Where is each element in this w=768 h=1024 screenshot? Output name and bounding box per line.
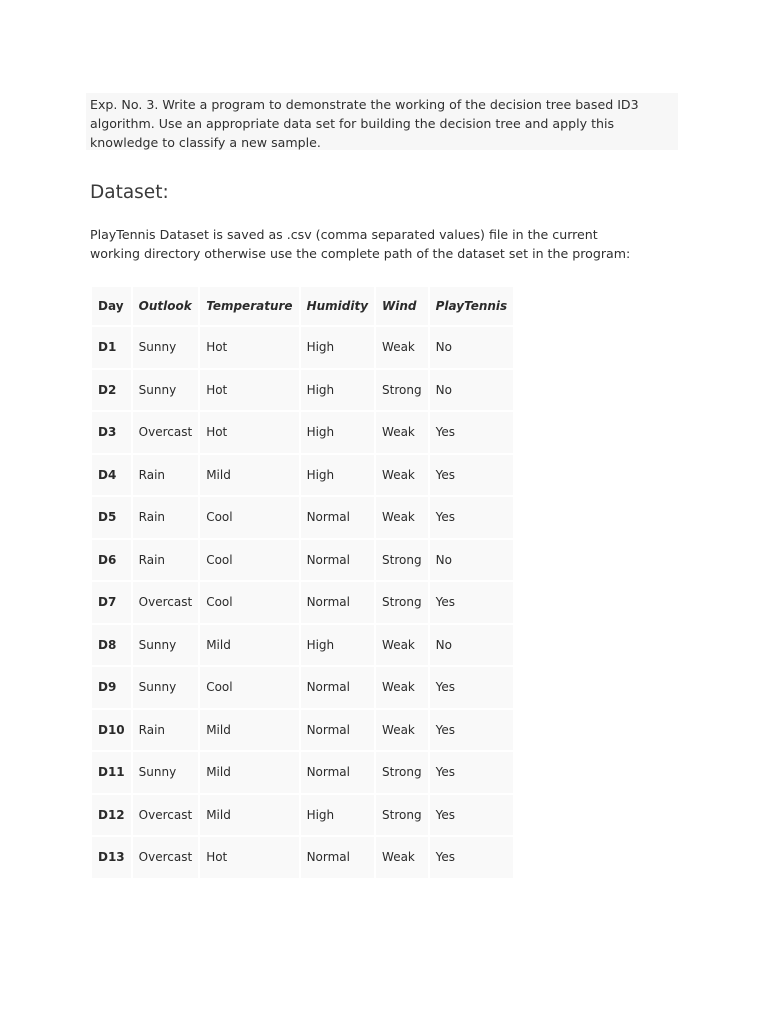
cell-humidity: High <box>301 412 374 453</box>
cell-day: D13 <box>92 837 131 878</box>
cell-outlook: Sunny <box>133 752 199 793</box>
table-row <box>92 327 513 368</box>
experiment-intro-paragraph: Exp. No. 3. Write a program to demonstrate the working of the decision tree based ID3 algorithm. Use an appropriate data set for building the decision tree and apply this knowledge to classify a new sample. <box>86 93 678 150</box>
header-day: Day <box>92 287 131 325</box>
cell-temperature: Mild <box>200 455 298 496</box>
cell-wind: Weak <box>376 412 428 453</box>
cell-temperature: Hot <box>200 327 298 368</box>
cell-humidity: High <box>301 370 374 411</box>
cell-playtennis: Yes <box>430 582 514 623</box>
table-row <box>92 540 513 581</box>
cell-temperature: Mild <box>200 625 298 666</box>
cell-humidity: High <box>301 455 374 496</box>
playtennis-table <box>90 285 515 880</box>
cell-temperature: Mild <box>200 710 298 751</box>
cell-wind: Weak <box>376 625 428 666</box>
cell-playtennis: Yes <box>430 667 514 708</box>
cell-day: D5 <box>92 497 131 538</box>
cell-humidity: High <box>301 795 374 836</box>
cell-playtennis: No <box>430 370 514 411</box>
cell-wind: Weak <box>376 327 428 368</box>
cell-playtennis: No <box>430 625 514 666</box>
cell-temperature: Hot <box>200 837 298 878</box>
cell-day: D2 <box>92 370 131 411</box>
cell-temperature: Mild <box>200 795 298 836</box>
cell-playtennis: Yes <box>430 837 514 878</box>
table-header-row <box>92 287 513 325</box>
table-row <box>92 795 513 836</box>
header-playtennis: PlayTennis <box>430 287 514 325</box>
cell-playtennis: Yes <box>430 497 514 538</box>
cell-humidity: Normal <box>301 837 374 878</box>
cell-day: D8 <box>92 625 131 666</box>
cell-day: D9 <box>92 667 131 708</box>
cell-outlook: Sunny <box>133 370 199 411</box>
table-row <box>92 455 513 496</box>
cell-playtennis: No <box>430 540 514 581</box>
cell-day: D12 <box>92 795 131 836</box>
cell-temperature: Hot <box>200 370 298 411</box>
cell-humidity: Normal <box>301 540 374 581</box>
cell-humidity: Normal <box>301 497 374 538</box>
cell-outlook: Overcast <box>133 795 199 836</box>
cell-playtennis: Yes <box>430 795 514 836</box>
table-row <box>92 370 513 411</box>
table-row <box>92 752 513 793</box>
cell-wind: Strong <box>376 540 428 581</box>
table-row <box>92 582 513 623</box>
cell-temperature: Mild <box>200 752 298 793</box>
header-humidity: Humidity <box>301 287 374 325</box>
cell-day: D11 <box>92 752 131 793</box>
cell-wind: Weak <box>376 710 428 751</box>
cell-temperature: Hot <box>200 412 298 453</box>
cell-playtennis: Yes <box>430 710 514 751</box>
cell-wind: Strong <box>376 795 428 836</box>
cell-outlook: Rain <box>133 710 199 751</box>
cell-playtennis: Yes <box>430 455 514 496</box>
cell-humidity: Normal <box>301 710 374 751</box>
cell-outlook: Overcast <box>133 582 199 623</box>
table-row <box>92 837 513 878</box>
dataset-heading: Dataset: <box>90 182 169 203</box>
cell-day: D10 <box>92 710 131 751</box>
cell-outlook: Sunny <box>133 625 199 666</box>
cell-wind: Strong <box>376 752 428 793</box>
cell-temperature: Cool <box>200 497 298 538</box>
cell-day: D4 <box>92 455 131 496</box>
cell-day: D7 <box>92 582 131 623</box>
table-row <box>92 667 513 708</box>
cell-wind: Weak <box>376 837 428 878</box>
cell-wind: Weak <box>376 497 428 538</box>
cell-temperature: Cool <box>200 667 298 708</box>
cell-temperature: Cool <box>200 582 298 623</box>
cell-day: D1 <box>92 327 131 368</box>
cell-humidity: Normal <box>301 667 374 708</box>
header-wind: Wind <box>376 287 428 325</box>
cell-outlook: Sunny <box>133 667 199 708</box>
cell-playtennis: Yes <box>430 752 514 793</box>
cell-outlook: Rain <box>133 540 199 581</box>
cell-wind: Strong <box>376 370 428 411</box>
cell-outlook: Sunny <box>133 327 199 368</box>
dataset-description: PlayTennis Dataset is saved as .csv (comma separated values) file in the current working directory otherwise use the complete path of the dataset set in the program: <box>90 227 631 261</box>
cell-humidity: High <box>301 327 374 368</box>
cell-temperature: Cool <box>200 540 298 581</box>
cell-outlook: Overcast <box>133 412 199 453</box>
header-temperature: Temperature <box>200 287 298 325</box>
cell-wind: Weak <box>376 667 428 708</box>
cell-playtennis: No <box>430 327 514 368</box>
cell-outlook: Rain <box>133 455 199 496</box>
table-row <box>92 412 513 453</box>
cell-wind: Strong <box>376 582 428 623</box>
cell-outlook: Rain <box>133 497 199 538</box>
cell-humidity: Normal <box>301 752 374 793</box>
cell-playtennis: Yes <box>430 412 514 453</box>
table-row <box>92 625 513 666</box>
cell-humidity: High <box>301 625 374 666</box>
table-row <box>92 710 513 751</box>
cell-day: D3 <box>92 412 131 453</box>
cell-outlook: Overcast <box>133 837 199 878</box>
header-outlook: Outlook <box>133 287 199 325</box>
cell-humidity: Normal <box>301 582 374 623</box>
table-row <box>92 497 513 538</box>
cell-wind: Weak <box>376 455 428 496</box>
cell-day: D6 <box>92 540 131 581</box>
